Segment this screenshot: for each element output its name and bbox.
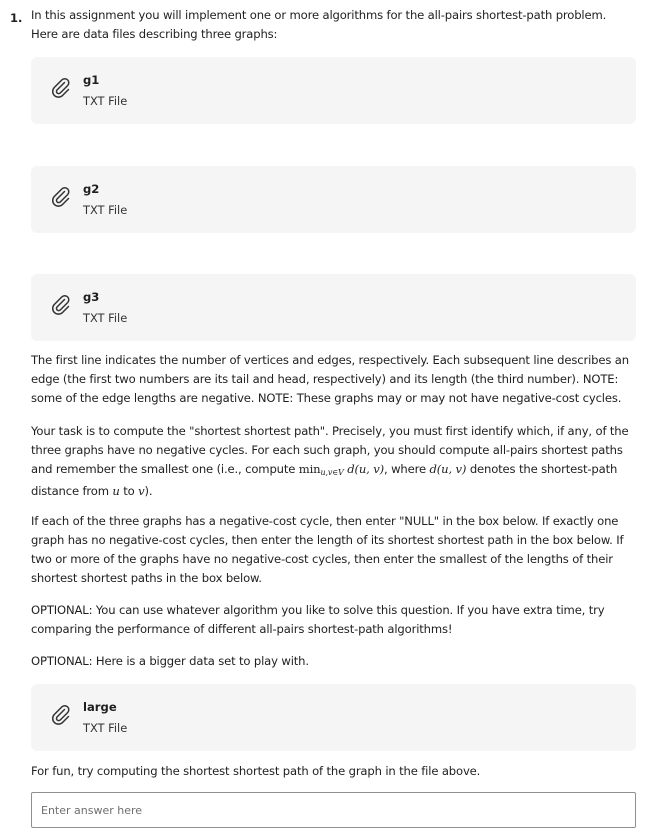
paragraph-file-format: The first line indicates the number of vertices and edges, respectively. Each subsequent line describes an edge (the first two numbers are its tail and head, respectively) and its length (the third number). NOTE: some of the edge lengths are negative. NOTE: These graphs may or may not have negative-cost cycles. <box>31 353 629 405</box>
paragraph-task <box>31 422 636 501</box>
math-vertex-u: u <box>112 484 120 498</box>
question-intro: In this assignment you will implement one or more algorithms for the all-pairs shortest-path problem. Here are data files describing three graphs: <box>31 8 607 41</box>
paragraph-answer-rules: If each of the three graphs has a negative-cost cycle, then enter "NULL" in the box below. If exactly one graph has no negative-cost cycles, then enter the length of its shortest shortest path in the box below. If two or more of the graphs have no negative-cost cycles, then enter the smallest of the lengths of their shortest shortest paths in the box below. <box>31 514 624 585</box>
task-text: to <box>119 484 139 498</box>
file-type: TXT File <box>83 311 128 325</box>
math-vertex-v: v <box>138 484 145 498</box>
paragraph-fun: For fun, try computing the shortest shortest path of the graph in the file above. <box>31 764 481 778</box>
question-number: 1. <box>10 11 23 25</box>
paperclip-icon <box>51 294 71 316</box>
file-name[interactable]: large <box>83 700 117 714</box>
file-attachment-large[interactable] <box>31 684 636 751</box>
file-name[interactable]: g2 <box>83 182 100 196</box>
math-distance: d(u, v) <box>429 462 467 476</box>
file-name[interactable]: g1 <box>83 73 100 87</box>
paperclip-icon <box>51 704 71 726</box>
paragraph-optional-algorithm: OPTIONAL: You can use whatever algorithm you like to solve this question. If you have extra time, try comparing the performance of different all-pairs shortest-path algorithms! <box>31 603 605 636</box>
paperclip-icon <box>51 77 71 99</box>
math-min-subscript: u,v∈V <box>320 468 344 477</box>
task-text: ). <box>144 484 153 498</box>
file-type: TXT File <box>83 203 128 217</box>
task-text: , where <box>384 462 430 476</box>
file-name[interactable]: g3 <box>83 290 100 304</box>
file-type: TXT File <box>83 94 128 108</box>
math-distance: d(u, v) <box>347 462 385 476</box>
math-min: min <box>298 462 321 476</box>
task-text: denotes the shortest-path distance from <box>31 462 618 498</box>
paragraph-optional-dataset: OPTIONAL: Here is a bigger data set to play with. <box>31 654 309 668</box>
file-attachment-g2[interactable] <box>31 166 636 233</box>
answer-input[interactable] <box>32 793 635 827</box>
paperclip-icon <box>51 186 71 208</box>
task-text: Your task is to compute the "shortest shortest path". Precisely, you must first identify which, if any, of the three graphs have no negative cycles. For each such graph, you should compute all-pairs shortest paths and remember the smallest one (i.e., compute <box>31 424 629 476</box>
file-type: TXT File <box>83 721 128 735</box>
answer-field[interactable] <box>31 792 636 828</box>
file-attachment-g1[interactable] <box>31 57 636 124</box>
file-attachment-g3[interactable] <box>31 274 636 341</box>
